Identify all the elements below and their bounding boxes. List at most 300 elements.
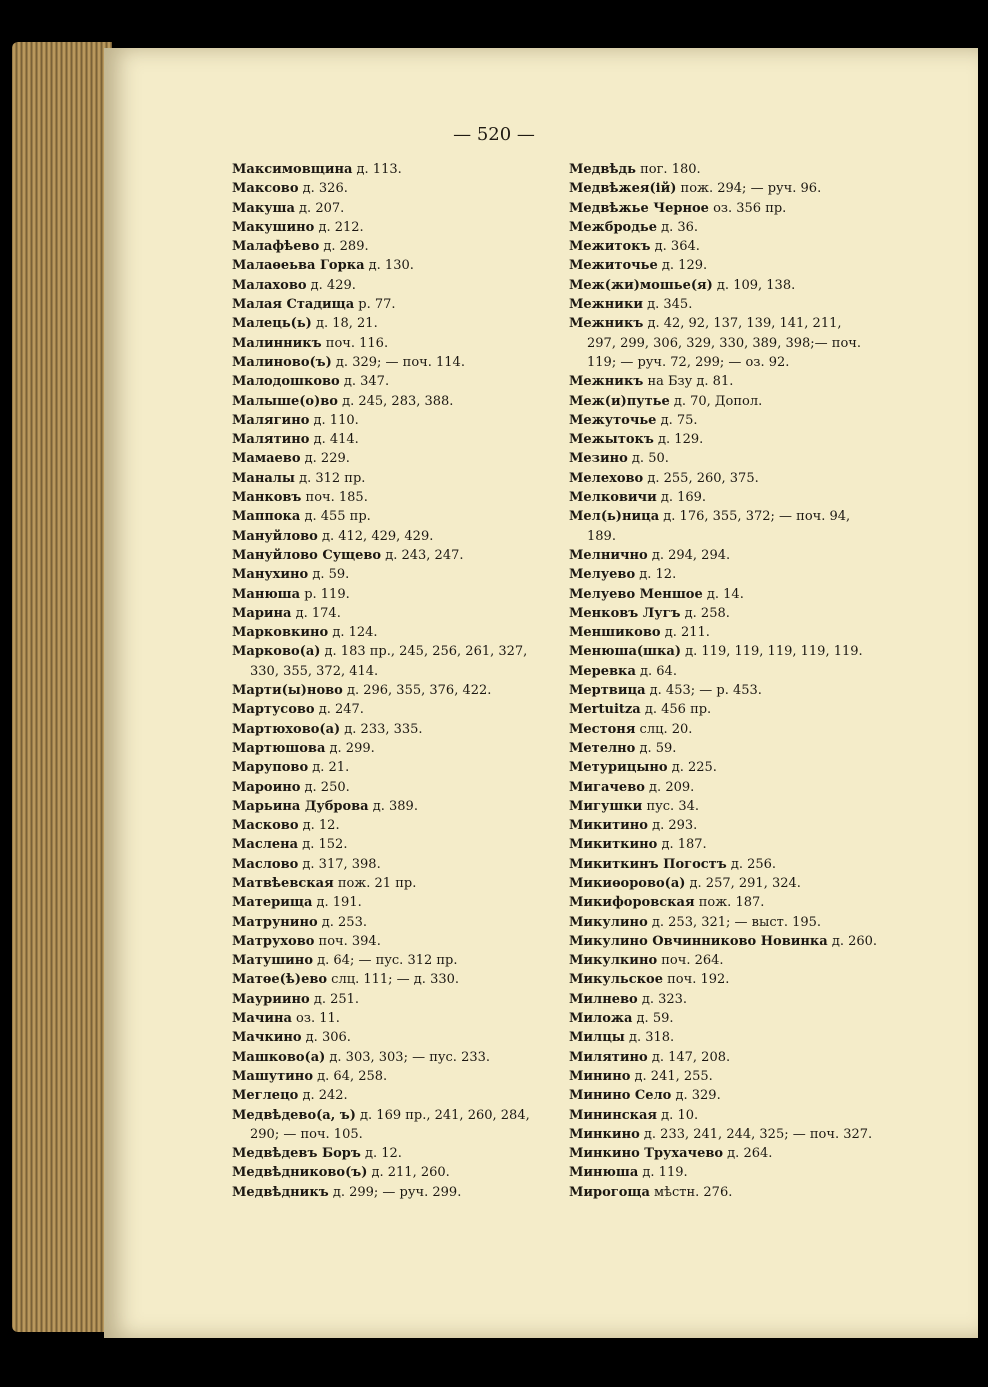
entry-name: Мелнично: [569, 547, 648, 563]
entry-references: д. 455 пр.: [300, 509, 371, 525]
entry-references: д. 64; — пус. 312 пр.: [313, 953, 458, 969]
book-page-edges: [12, 42, 112, 1332]
entry-name: Мамаево: [232, 451, 301, 467]
index-entry: [569, 295, 899, 314]
entry-references: д. 233, 241, 244, 325; — поч. 327.: [639, 1126, 873, 1142]
index-entry: [569, 1067, 899, 1086]
index-entry: [569, 372, 899, 391]
entry-name: Медвѣжье Черное: [569, 200, 709, 216]
entry-references: д. 296, 355, 376, 422.: [342, 683, 492, 699]
entry-name: Малаѳеьва Горка: [232, 258, 365, 274]
index-entry: [569, 623, 899, 642]
entry-name: Медвѣдь: [569, 162, 636, 177]
entry-references: д. 347.: [339, 374, 390, 390]
entry-name: Минкино: [569, 1126, 640, 1142]
index-entry: [232, 295, 572, 314]
entry-references: д. 243, 247.: [381, 547, 464, 563]
index-entry: [232, 739, 572, 758]
entry-name: Микулкино: [569, 953, 658, 969]
entry-name: Менковъ Лугъ: [569, 605, 681, 621]
entry-references: поч. 192.: [662, 972, 730, 988]
entry-references: на Бзу д. 81.: [643, 374, 734, 390]
entry-references: д. 207.: [294, 200, 345, 216]
entry-references: д. 12.: [635, 567, 677, 583]
index-entry: [569, 199, 899, 218]
entry-references: д. 453; — р. 453.: [645, 683, 762, 699]
entry-references: д. 110.: [309, 412, 359, 428]
entry-references: д. 225.: [667, 760, 717, 776]
index-entry: [232, 237, 572, 256]
entry-name: Матѳе(ѣ)ево: [232, 972, 328, 988]
entry-references: д. 59.: [635, 740, 677, 756]
entry-name: Межбродье: [569, 219, 657, 235]
index-entry: [232, 334, 572, 353]
index-entry: [569, 314, 899, 333]
entry-name: Мелуево Меншое: [569, 586, 703, 602]
left-index-column: [232, 160, 572, 1202]
index-entry: [569, 874, 899, 893]
entry-references: д. 241, 255.: [630, 1068, 713, 1084]
entry-references: д. 264.: [723, 1146, 773, 1162]
entry-name: Матрухово: [232, 933, 315, 949]
entry-references: д. 209.: [644, 779, 695, 795]
index-entry: [232, 778, 572, 797]
index-entry: [232, 1106, 572, 1125]
entry-references: мѣстн. 276.: [649, 1184, 733, 1200]
entry-references: д. 251.: [309, 991, 360, 1007]
entry-references: д. 412, 429, 429.: [317, 528, 434, 544]
index-entry: [232, 797, 572, 816]
entry-references: д. 191.: [312, 895, 362, 911]
entry-references: д. 18, 21.: [311, 316, 378, 332]
index-entry: [569, 1106, 899, 1125]
entry-name: Милятино: [569, 1049, 648, 1065]
entry-references: д. 389.: [368, 798, 418, 814]
index-entry-continuation: [232, 1125, 572, 1144]
index-entry: [232, 970, 572, 989]
index-entry-continuation: [232, 662, 572, 681]
entry-name: Медвѣдевъ Боръ: [232, 1146, 361, 1162]
entry-references: д. 253.: [317, 914, 367, 930]
entry-references: пус. 34.: [642, 798, 699, 814]
entry-references: д. 345.: [642, 297, 693, 313]
index-entry: [569, 1086, 899, 1105]
entry-name: Манковъ: [232, 490, 302, 506]
entry-name: Манухино: [232, 567, 309, 583]
entry-name: Метурицыно: [569, 760, 668, 776]
entry-references: д. 255, 260, 375.: [643, 470, 759, 486]
entry-references: 290; — поч. 105.: [250, 1126, 363, 1142]
entry-name: Манюша: [232, 586, 301, 602]
entry-references: д. 129.: [653, 432, 704, 448]
entry-name: Меж(и)путье: [569, 393, 670, 409]
entry-name: Макуша: [232, 200, 295, 216]
entry-name: Минино Село: [569, 1088, 672, 1104]
index-entry: [232, 218, 572, 237]
entry-references: д. 323.: [637, 991, 688, 1007]
entry-name: Масково: [232, 818, 299, 834]
index-entry: [569, 951, 899, 970]
entry-references: д. 75.: [656, 412, 698, 428]
entry-name: Меглецо: [232, 1088, 299, 1104]
entry-references: слц. 111; — д. 330.: [327, 972, 460, 988]
entry-name: Мелуево: [569, 567, 636, 583]
entry-references: д. 174.: [291, 605, 341, 621]
index-entry: [569, 1048, 899, 1067]
entry-name: Марина: [232, 605, 292, 621]
entry-name: Матвѣевская: [232, 875, 334, 891]
entry-name: Марупово: [232, 760, 309, 776]
entry-references: д. 364.: [650, 239, 700, 255]
index-entry: [569, 913, 899, 932]
entry-references: д. 256.: [726, 856, 777, 872]
entry-references: д. 233, 335.: [340, 721, 423, 737]
entry-name: Мартюхово(а): [232, 721, 341, 737]
index-entry: [232, 1183, 572, 1202]
entry-references: д. 169 пр., 241, 260, 284,: [355, 1107, 530, 1123]
entry-references: поч. 185.: [301, 490, 368, 506]
entry-name: Мел(ь)ница: [569, 509, 660, 525]
entry-name: Макушино: [232, 219, 315, 235]
entry-name: Мачина: [232, 1011, 292, 1027]
entry-name: Мирогоща: [569, 1184, 650, 1200]
index-entry: [232, 430, 572, 449]
index-entry: [569, 488, 899, 507]
entry-name: Минино: [569, 1068, 631, 1084]
entry-references: д. 303, 303; — пус. 233.: [325, 1049, 491, 1065]
index-entry: [232, 372, 572, 391]
entry-references: д. 312 пр.: [294, 470, 366, 486]
index-entry: [569, 1183, 899, 1202]
entry-references: слц. 20.: [635, 721, 693, 737]
page-number: — 520 —: [453, 124, 535, 145]
entry-references: д. 258.: [680, 605, 730, 621]
entry-name: Марти(ы)ново: [232, 683, 343, 699]
entry-references: д. 119.: [638, 1165, 688, 1181]
entry-name: Максово: [232, 181, 299, 197]
entry-references: поч. 116.: [321, 335, 389, 351]
entry-references: д. 124.: [328, 625, 378, 641]
entry-name: Мезино: [569, 451, 628, 467]
entry-references: оз. 356 пр.: [708, 200, 787, 216]
index-entry: [569, 1144, 899, 1163]
entry-name: Маналы: [232, 470, 295, 486]
entry-name: Мертвица: [569, 683, 646, 699]
entry-references: 297, 299, 306, 329, 330, 389, 398;— поч.: [587, 335, 862, 351]
entry-references: д. 59.: [632, 1011, 674, 1027]
index-entry: [232, 488, 572, 507]
entry-references: д. 253, 321; — выст. 195.: [647, 914, 822, 930]
index-entry: [232, 585, 572, 604]
entry-name: Марково(а): [232, 644, 321, 660]
index-entry: [569, 893, 899, 912]
entry-references: д. 21.: [308, 760, 350, 776]
index-entry: [232, 449, 572, 468]
entry-references: д. 50.: [627, 451, 669, 467]
entry-name: Матушино: [232, 953, 313, 969]
index-entry: [232, 1009, 572, 1028]
entry-references: поч. 394.: [314, 933, 381, 949]
entry-name: Мауриино: [232, 991, 310, 1007]
index-entry: [232, 874, 572, 893]
entry-name: Марьина Дуброва: [232, 798, 369, 814]
entry-name: Медвѣдево(а, ъ): [232, 1107, 356, 1123]
entry-references: д. 299; — руч. 299.: [328, 1184, 462, 1200]
entry-name: Малиново(ъ): [232, 354, 332, 370]
entry-references: д. 109, 138.: [712, 277, 796, 293]
index-entry: [232, 855, 572, 874]
entry-name: Микульское: [569, 972, 663, 988]
entry-name: Мигачево: [569, 779, 645, 795]
entry-name: Метелно: [569, 740, 636, 756]
entry-name: Межитокъ: [569, 239, 651, 255]
index-entry: [232, 1144, 572, 1163]
index-entry: [232, 1048, 572, 1067]
index-entry: [569, 932, 899, 951]
entry-references: пож. 21 пр.: [333, 875, 417, 891]
entry-name: Мелковичи: [569, 490, 657, 506]
entry-name: Медвѣдникъ: [232, 1184, 329, 1200]
index-entry: [569, 604, 899, 623]
entry-references: д. 318.: [624, 1030, 675, 1046]
entry-name: Микиткинъ Погостъ: [569, 856, 727, 872]
index-entry: [232, 642, 572, 661]
entry-references: д. 299.: [325, 740, 375, 756]
entry-references: д. 12.: [360, 1146, 402, 1162]
index-entry: [569, 179, 899, 198]
entry-references: д. 257, 291, 324.: [685, 875, 801, 891]
index-entry: [232, 835, 572, 854]
index-entry: [232, 893, 572, 912]
index-entry: [232, 932, 572, 951]
entry-name: Материща: [232, 895, 313, 911]
index-entry: [569, 469, 899, 488]
entry-references: д. 187.: [657, 837, 707, 853]
index-entry: [569, 700, 899, 719]
entry-references: д. 129.: [657, 258, 708, 274]
entry-references: 330, 355, 372, 414.: [250, 663, 379, 679]
entry-name: Межытокъ: [569, 432, 654, 448]
index-entry: [232, 507, 572, 526]
entry-name: Малягино: [232, 412, 310, 428]
index-entry: [232, 1163, 572, 1182]
index-entry: [569, 430, 899, 449]
index-entry: [232, 623, 572, 642]
entry-name: Мануйлово Сущево: [232, 547, 382, 563]
index-entry: [232, 1067, 572, 1086]
entry-references: 119; — руч. 72, 299; — оз. 92.: [587, 354, 790, 370]
entry-name: Мачкино: [232, 1030, 302, 1046]
index-entry: [232, 179, 572, 198]
index-entry: [569, 758, 899, 777]
entry-references: р. 77.: [354, 297, 396, 313]
entry-references: д. 113.: [352, 162, 402, 177]
entry-name: Микулино: [569, 914, 648, 930]
index-entry: [569, 797, 899, 816]
entry-references: д. 119, 119, 119, 119, 119.: [681, 644, 863, 660]
entry-name: Марковкино: [232, 625, 329, 641]
index-entry: [569, 720, 899, 739]
index-entry: [569, 411, 899, 430]
entry-references: пож. 294; — руч. 96.: [676, 181, 822, 197]
entry-references: д. 326.: [298, 181, 348, 197]
index-entry: [232, 681, 572, 700]
index-entry: [569, 1028, 899, 1047]
entry-references: д. 317, 398.: [298, 856, 381, 872]
index-entry: [569, 816, 899, 835]
entry-references: д. 242.: [298, 1088, 348, 1104]
entry-references: д. 245, 283, 388.: [337, 393, 454, 409]
index-entry: [569, 855, 899, 874]
index-entry: [232, 816, 572, 835]
entry-name: Малахово: [232, 277, 307, 293]
entry-references: д. 10.: [657, 1107, 699, 1123]
entry-name: Микифоровская: [569, 895, 695, 911]
entry-name: Мелехово: [569, 470, 644, 486]
entry-references: д. 130.: [364, 258, 414, 274]
entry-name: Медвѣдниково(ъ): [232, 1165, 368, 1181]
entry-name: Милнево: [569, 991, 638, 1007]
entry-references: д. 12.: [298, 818, 340, 834]
entry-references: д. 64, 258.: [313, 1068, 388, 1084]
entry-name: Максимовщина: [232, 162, 353, 177]
entry-name: Межникъ: [569, 316, 644, 332]
index-entry: [232, 353, 572, 372]
index-entry: [232, 604, 572, 623]
entry-references: д. 212.: [314, 219, 364, 235]
index-entry: [232, 546, 572, 565]
entry-name: Малинникъ: [232, 335, 322, 351]
entry-name: Мароино: [232, 779, 301, 795]
entry-references: оз. 11.: [291, 1011, 340, 1027]
index-entry: [569, 449, 899, 468]
entry-name: Малая Стадища: [232, 297, 355, 313]
index-entry-continuation: [569, 527, 899, 546]
entry-name: Мининская: [569, 1107, 658, 1123]
index-entry: [232, 276, 572, 295]
index-entry: [569, 681, 899, 700]
entry-references: д. 183 пр., 245, 256, 261, 327,: [320, 644, 528, 660]
entry-references: д. 42, 92, 137, 139, 141, 211,: [643, 316, 842, 332]
index-entry: [232, 990, 572, 1009]
index-entry: [569, 970, 899, 989]
index-entry: [569, 160, 899, 179]
entry-name: Межникъ: [569, 374, 644, 390]
index-entry: [232, 527, 572, 546]
entry-references: д. 152.: [298, 837, 348, 853]
entry-references: д. 70, Допол.: [669, 393, 763, 409]
entry-references: пож. 187.: [694, 895, 765, 911]
entry-references: д. 294, 294.: [647, 547, 731, 563]
index-entry: [569, 218, 899, 237]
entry-references: д. 59.: [308, 567, 350, 583]
entry-references: д. 306.: [301, 1030, 351, 1046]
entry-name: Машково(а): [232, 1049, 326, 1065]
entry-name: Малыше(о)во: [232, 393, 338, 409]
index-entry: [569, 585, 899, 604]
index-entry: [232, 411, 572, 430]
entry-references: д. 329.: [671, 1088, 721, 1104]
entry-name: Мартюшова: [232, 740, 326, 756]
entry-name: Минкино Трухачево: [569, 1146, 724, 1162]
index-entry: [232, 199, 572, 218]
entry-references: 189.: [587, 528, 616, 544]
right-index-column: [569, 160, 899, 1202]
entry-references: д. 414.: [309, 432, 359, 448]
entry-name: Маппока: [232, 509, 301, 525]
entry-name: Mertuitza: [569, 702, 641, 718]
index-entry: [569, 256, 899, 275]
entry-references: д. 247.: [314, 702, 364, 718]
entry-references: д. 36.: [656, 219, 699, 235]
entry-references: д. 329; — поч. 114.: [331, 354, 465, 370]
entry-references: пог. 180.: [636, 162, 701, 177]
entry-references: д. 147, 208.: [647, 1049, 731, 1065]
entry-name: Микитино: [569, 818, 648, 834]
index-entry: [569, 739, 899, 758]
index-entry: [232, 256, 572, 275]
entry-references: д. 211, 260.: [367, 1165, 450, 1181]
entry-references: д. 250.: [300, 779, 350, 795]
entry-name: Менюша(шка): [569, 644, 681, 660]
index-entry: [569, 237, 899, 256]
index-entry: [232, 1086, 572, 1105]
entry-references: д. 64.: [635, 663, 677, 679]
entry-references: д. 293.: [647, 818, 698, 834]
index-entry: [569, 392, 899, 411]
index-entry: [569, 662, 899, 681]
index-entry: [569, 778, 899, 797]
index-entry: [569, 1125, 899, 1144]
entry-references: д. 429.: [306, 277, 356, 293]
index-entry: [569, 1163, 899, 1182]
index-entry-continuation: [569, 353, 899, 372]
entry-name: Медвѣжея(ій): [569, 181, 677, 197]
index-entry: [569, 276, 899, 295]
entry-name: Межиточье: [569, 258, 658, 274]
index-entry: [232, 160, 572, 179]
entry-name: Минюша: [569, 1165, 639, 1181]
index-entry: [569, 835, 899, 854]
index-entry: [232, 469, 572, 488]
entry-references: д. 229.: [300, 451, 350, 467]
index-entry: [232, 314, 572, 333]
entry-references: д. 289.: [319, 239, 369, 255]
entry-name: Меж(жи)мошье(я): [569, 277, 713, 293]
index-entry: [232, 700, 572, 719]
entry-name: Местоня: [569, 721, 636, 737]
entry-name: Маслово: [232, 856, 299, 872]
index-entry: [232, 1028, 572, 1047]
entry-references: д. 169.: [656, 490, 707, 506]
entry-name: Малафѣево: [232, 239, 320, 255]
index-entry: [232, 913, 572, 932]
index-entry: [232, 392, 572, 411]
entry-references: р. 119.: [300, 586, 350, 602]
index-entry-continuation: [569, 334, 899, 353]
entry-name: Мигушки: [569, 798, 643, 814]
entry-name: Маслена: [232, 837, 299, 853]
entry-name: Малятино: [232, 432, 310, 448]
entry-name: Матрунино: [232, 914, 318, 930]
entry-references: д. 176, 355, 372; — поч. 94,: [659, 509, 851, 525]
entry-references: д. 211.: [660, 625, 710, 641]
entry-name: Межуточье: [569, 412, 657, 428]
index-entry: [569, 565, 899, 584]
entry-name: Меревка: [569, 663, 636, 679]
index-entry: [569, 1009, 899, 1028]
entry-name: Милцы: [569, 1030, 625, 1046]
